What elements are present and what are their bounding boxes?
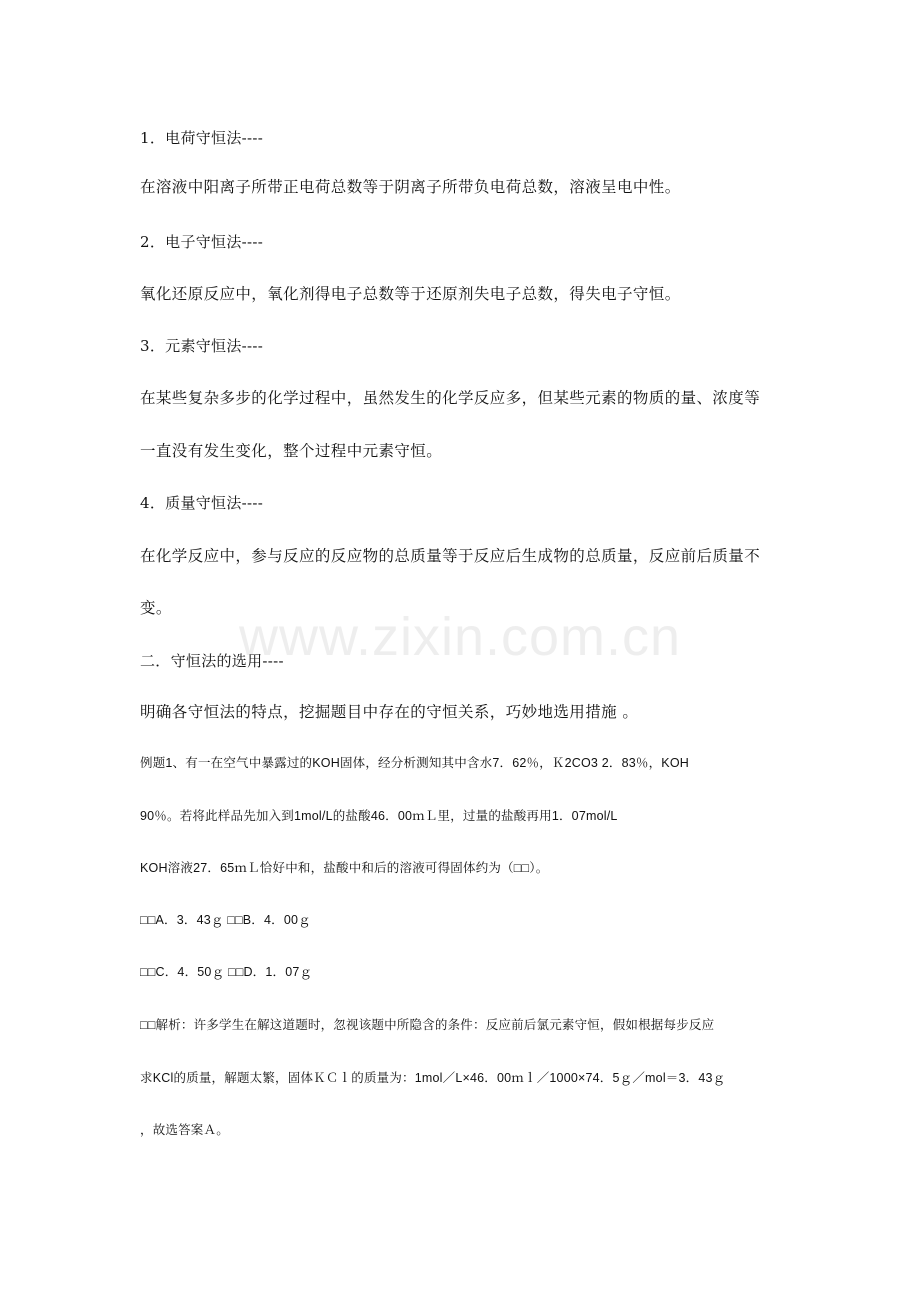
section-heading-electron-conservation: 2．电子守恒法----	[140, 233, 264, 251]
solution-line-1: □□解析：许多学生在解这道题时，忽视该题中所隐含的条件：反应前后氯元素守恒，假如根据每步反应	[140, 1018, 715, 1032]
example-question-line-2: 90％。若将此样品先加入到1mol/L的盐酸46．00ｍＬ里，过量的盐酸再用1．07mol/L	[140, 809, 618, 823]
paragraph-mass-conservation-line-2: 变。	[140, 599, 172, 617]
solution-line-3: ，故选答案Ａ。	[140, 1123, 229, 1137]
paragraph-charge-conservation: 在溶液中阳离子所带正电荷总数等于阴离子所带负电荷总数，溶液呈电中性。	[140, 178, 681, 196]
example-question-line-3: KOH溶液27．65ｍＬ恰好中和，盐酸中和后的溶液可得固体约为（□□）。	[140, 861, 549, 875]
paragraph-element-conservation-line-1: 在某些复杂多步的化学过程中，虽然发生的化学反应多，但某些元素的物质的量、浓度等	[140, 389, 761, 407]
site-watermark: www.zixin.com.cn	[238, 607, 682, 667]
paragraph-method-selection: 明确各守恒法的特点，挖掘题目中存在的守恒关系，巧妙地选用措施 。	[140, 703, 639, 721]
example-question-line-1: 例题1、有一在空气中暴露过的KOH固体，经分析测知其中含水7．62％，Ｋ2CO3 2．83％，KOH	[140, 756, 689, 770]
section-heading-element-conservation: 3．元素守恒法----	[140, 337, 264, 355]
paragraph-electron-conservation: 氧化还原反应中，氧化剂得电子总数等于还原剂失电子总数，得失电子守恒。	[140, 285, 681, 303]
solution-line-2: 求KCl的质量，解题太繁，固体ＫＣｌ的质量为：1mol／L×46．00ｍｌ／1000×74．5ｇ／mol＝3．43ｇ	[140, 1071, 726, 1085]
section-heading-method-selection: 二．守恒法的选用----	[140, 652, 284, 670]
answer-options-cd: □□C．4．50ｇ □□D．1．07ｇ	[140, 965, 313, 979]
section-heading-mass-conservation: 4．质量守恒法----	[140, 494, 264, 512]
paragraph-mass-conservation-line-1: 在化学反应中，参与反应的反应物的总质量等于反应后生成物的总质量，反应前后质量不	[140, 547, 761, 565]
paragraph-element-conservation-line-2: 一直没有发生变化，整个过程中元素守恒。	[140, 442, 443, 460]
section-heading-charge-conservation: 1．电荷守恒法----	[140, 129, 264, 147]
answer-options-ab: □□A．3．43ｇ □□B．4．00ｇ	[140, 913, 311, 927]
